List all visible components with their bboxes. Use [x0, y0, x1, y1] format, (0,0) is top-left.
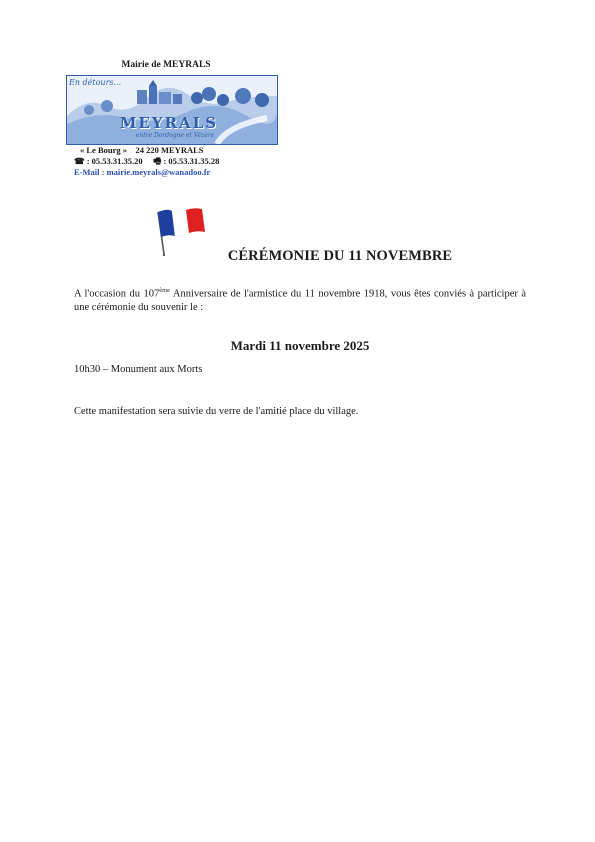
- fax-number: 🖷 : 05.53.31.35.28: [153, 156, 220, 166]
- ceremony-title: CÉRÉMONIE DU 11 NOVEMBRE: [227, 248, 453, 264]
- intro-part-2: Anniversaire de l'armistice du 11 novembre 1918, vous êtes conviés à participer à une cérémonie du souvenir le :: [74, 288, 526, 313]
- logo-village-name: MEYRALS: [119, 114, 219, 132]
- event-time-location: 10h30 – Monument aux Morts: [74, 364, 203, 375]
- logo-tagline: entre Dordogne et Vézère: [135, 132, 215, 139]
- ordinal-suffix: ème: [159, 287, 171, 294]
- logo-script-text: En détours...: [69, 78, 122, 87]
- invitation-paragraph: [74, 284, 526, 314]
- village-logo: [66, 75, 278, 145]
- email-label: E-Mail :: [74, 167, 105, 177]
- email-line: [74, 167, 294, 177]
- phone-number: ☎ : 05.53.31.35.20: [74, 156, 143, 166]
- email-address[interactable]: mairie.meyrals@wanadoo.fr: [106, 167, 211, 177]
- event-date: Mardi 11 novembre 2025: [230, 338, 370, 353]
- closing-paragraph: Cette manifestation sera suivie du verre de l'amitié place du village.: [74, 406, 359, 417]
- address-line: « Le Bourg » 24 220 MEYRALS: [80, 145, 204, 155]
- intro-part-1: A l'occasion du 107: [74, 288, 160, 300]
- mairie-title: Mairie de MEYRALS: [121, 60, 211, 70]
